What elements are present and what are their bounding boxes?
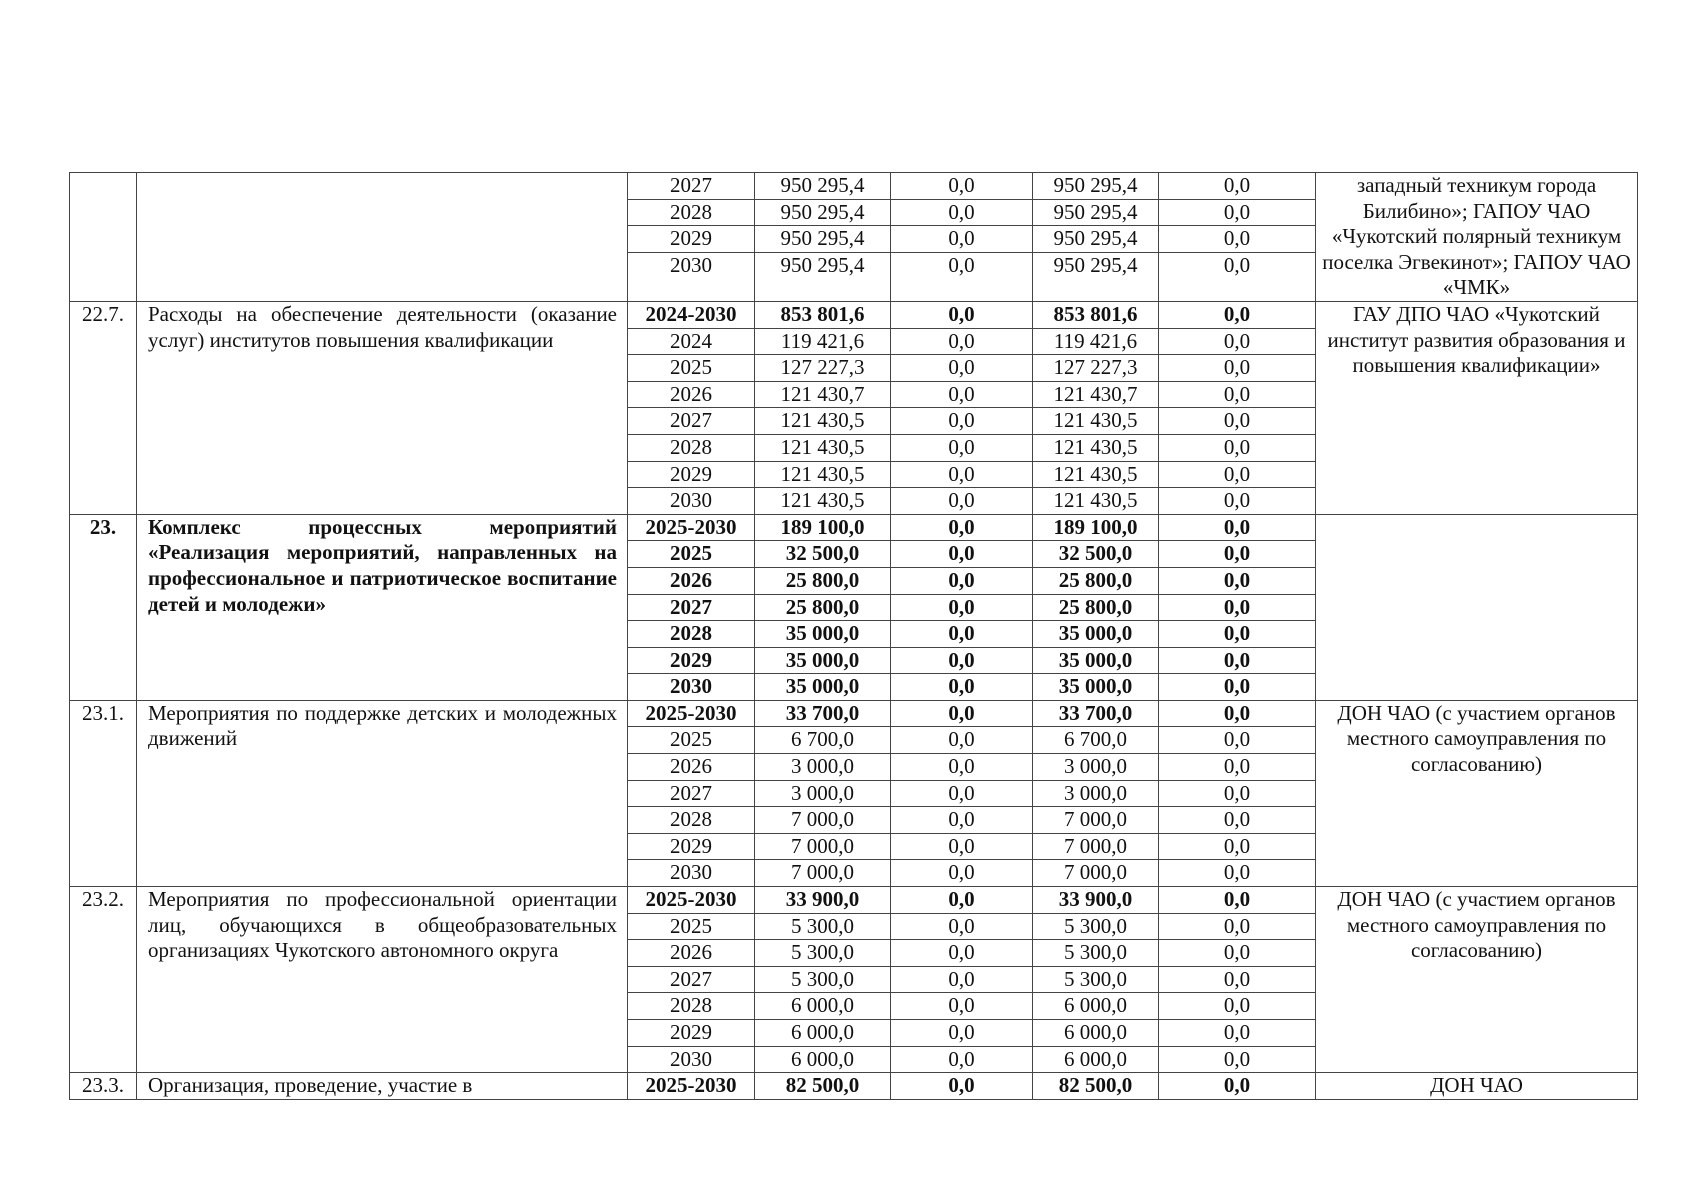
total-cell: 121 430,5 — [755, 434, 891, 461]
period-cell: 2026 — [628, 754, 755, 781]
federal-budget-cell: 0,0 — [891, 807, 1033, 834]
period-cell: 2026 — [628, 381, 755, 408]
other-sources-cell: 0,0 — [1159, 252, 1316, 301]
federal-budget-cell: 0,0 — [891, 381, 1033, 408]
period-cell: 2030 — [628, 488, 755, 515]
other-sources-cell: 0,0 — [1159, 913, 1316, 940]
total-cell: 950 295,4 — [755, 226, 891, 253]
total-cell: 7 000,0 — [755, 833, 891, 860]
total-cell: 950 295,4 — [755, 199, 891, 226]
table-row — [70, 1073, 1638, 1100]
federal-budget-cell: 0,0 — [891, 567, 1033, 594]
period-cell: 2030 — [628, 674, 755, 701]
executor-cell: западный техникум города Билибино»; ГАПОУ ЧАО «Чукотский полярный техникум поселка Эгвекинот»; ГАПОУ ЧАО «ЧМК» — [1316, 173, 1638, 302]
executor-cell: ДОН ЧАО — [1316, 1073, 1638, 1100]
regional-budget-cell: 121 430,7 — [1033, 381, 1159, 408]
regional-budget-cell: 7 000,0 — [1033, 807, 1159, 834]
period-cell: 2025 — [628, 913, 755, 940]
total-cell: 121 430,7 — [755, 381, 891, 408]
total-cell: 35 000,0 — [755, 621, 891, 648]
period-cell: 2028 — [628, 807, 755, 834]
other-sources-cell: 0,0 — [1159, 488, 1316, 515]
federal-budget-cell: 0,0 — [891, 887, 1033, 914]
period-cell: 2028 — [628, 621, 755, 648]
regional-budget-cell: 6 000,0 — [1033, 1020, 1159, 1047]
total-cell: 121 430,5 — [755, 408, 891, 435]
table-row — [70, 514, 1638, 541]
federal-budget-cell: 0,0 — [891, 754, 1033, 781]
total-cell: 33 900,0 — [755, 887, 891, 914]
period-cell: 2027 — [628, 966, 755, 993]
regional-budget-cell: 35 000,0 — [1033, 621, 1159, 648]
period-cell: 2028 — [628, 199, 755, 226]
other-sources-cell: 0,0 — [1159, 541, 1316, 568]
other-sources-cell: 0,0 — [1159, 887, 1316, 914]
other-sources-cell: 0,0 — [1159, 461, 1316, 488]
total-cell: 7 000,0 — [755, 860, 891, 887]
federal-budget-cell: 0,0 — [891, 541, 1033, 568]
total-cell: 5 300,0 — [755, 940, 891, 967]
regional-budget-cell: 950 295,4 — [1033, 199, 1159, 226]
total-cell: 33 700,0 — [755, 700, 891, 727]
other-sources-cell: 0,0 — [1159, 700, 1316, 727]
other-sources-cell: 0,0 — [1159, 1046, 1316, 1073]
regional-budget-cell: 32 500,0 — [1033, 541, 1159, 568]
other-sources-cell: 0,0 — [1159, 594, 1316, 621]
row-index: 23.3. — [70, 1073, 137, 1100]
total-cell: 119 421,6 — [755, 328, 891, 355]
period-cell: 2030 — [628, 860, 755, 887]
total-cell: 189 100,0 — [755, 514, 891, 541]
regional-budget-cell: 121 430,5 — [1033, 488, 1159, 515]
regional-budget-cell: 5 300,0 — [1033, 913, 1159, 940]
regional-budget-cell: 6 000,0 — [1033, 993, 1159, 1020]
other-sources-cell: 0,0 — [1159, 940, 1316, 967]
regional-budget-cell: 121 430,5 — [1033, 434, 1159, 461]
total-cell: 121 430,5 — [755, 488, 891, 515]
table-row — [70, 700, 1638, 727]
other-sources-cell: 0,0 — [1159, 727, 1316, 754]
measure-name: Расходы на обеспечение деятельности (оказание услуг) институтов повышения квалификации — [137, 301, 628, 514]
total-cell: 6 000,0 — [755, 1020, 891, 1047]
period-cell: 2024-2030 — [628, 301, 755, 328]
federal-budget-cell: 0,0 — [891, 226, 1033, 253]
regional-budget-cell: 119 421,6 — [1033, 328, 1159, 355]
regional-budget-cell: 5 300,0 — [1033, 940, 1159, 967]
row-index — [70, 173, 137, 302]
regional-budget-cell: 853 801,6 — [1033, 301, 1159, 328]
regional-budget-cell: 950 295,4 — [1033, 226, 1159, 253]
federal-budget-cell: 0,0 — [891, 328, 1033, 355]
period-cell: 2027 — [628, 780, 755, 807]
other-sources-cell: 0,0 — [1159, 621, 1316, 648]
regional-budget-cell: 33 900,0 — [1033, 887, 1159, 914]
total-cell: 950 295,4 — [755, 173, 891, 200]
other-sources-cell: 0,0 — [1159, 381, 1316, 408]
other-sources-cell: 0,0 — [1159, 833, 1316, 860]
federal-budget-cell: 0,0 — [891, 408, 1033, 435]
federal-budget-cell: 0,0 — [891, 940, 1033, 967]
federal-budget-cell: 0,0 — [891, 993, 1033, 1020]
measure-name: Организация, проведение, участие в — [137, 1073, 628, 1100]
federal-budget-cell: 0,0 — [891, 860, 1033, 887]
regional-budget-cell: 6 700,0 — [1033, 727, 1159, 754]
regional-budget-cell: 121 430,5 — [1033, 408, 1159, 435]
federal-budget-cell: 0,0 — [891, 594, 1033, 621]
row-index: 23.2. — [70, 887, 137, 1073]
federal-budget-cell: 0,0 — [891, 780, 1033, 807]
other-sources-cell: 0,0 — [1159, 1020, 1316, 1047]
executor-cell: ДОН ЧАО (с участием органов местного самоуправления по согласованию) — [1316, 887, 1638, 1073]
table-body — [70, 173, 1638, 1100]
federal-budget-cell: 0,0 — [891, 1073, 1033, 1100]
total-cell: 6 700,0 — [755, 727, 891, 754]
period-cell: 2024 — [628, 328, 755, 355]
period-cell: 2025-2030 — [628, 700, 755, 727]
period-cell: 2029 — [628, 226, 755, 253]
regional-budget-cell: 33 700,0 — [1033, 700, 1159, 727]
row-index: 22.7. — [70, 301, 137, 514]
measure-name: Мероприятия по профессиональной ориентации лиц, обучающихся в общеобразовательных организациях Чукотского автономного округа — [137, 887, 628, 1073]
regional-budget-cell: 5 300,0 — [1033, 966, 1159, 993]
regional-budget-cell: 121 430,5 — [1033, 461, 1159, 488]
regional-budget-cell: 25 800,0 — [1033, 594, 1159, 621]
other-sources-cell: 0,0 — [1159, 807, 1316, 834]
other-sources-cell: 0,0 — [1159, 674, 1316, 701]
total-cell: 121 430,5 — [755, 461, 891, 488]
other-sources-cell: 0,0 — [1159, 567, 1316, 594]
federal-budget-cell: 0,0 — [891, 514, 1033, 541]
total-cell: 950 295,4 — [755, 252, 891, 301]
other-sources-cell: 0,0 — [1159, 1073, 1316, 1100]
federal-budget-cell: 0,0 — [891, 461, 1033, 488]
total-cell: 5 300,0 — [755, 966, 891, 993]
executor-cell — [1316, 514, 1638, 700]
regional-budget-cell: 7 000,0 — [1033, 860, 1159, 887]
period-cell: 2027 — [628, 594, 755, 621]
total-cell: 6 000,0 — [755, 1046, 891, 1073]
period-cell: 2026 — [628, 567, 755, 594]
period-cell: 2025-2030 — [628, 514, 755, 541]
total-cell: 35 000,0 — [755, 674, 891, 701]
federal-budget-cell: 0,0 — [891, 488, 1033, 515]
table-row — [70, 887, 1638, 914]
federal-budget-cell: 0,0 — [891, 1046, 1033, 1073]
measure-name: Мероприятия по поддержке детских и молодежных движений — [137, 700, 628, 886]
federal-budget-cell: 0,0 — [891, 621, 1033, 648]
document-page — [69, 172, 1638, 1100]
period-cell: 2028 — [628, 993, 755, 1020]
regional-budget-cell: 82 500,0 — [1033, 1073, 1159, 1100]
federal-budget-cell: 0,0 — [891, 434, 1033, 461]
other-sources-cell: 0,0 — [1159, 301, 1316, 328]
period-cell: 2025-2030 — [628, 887, 755, 914]
table-row — [70, 301, 1638, 328]
period-cell: 2025 — [628, 541, 755, 568]
executor-cell: ДОН ЧАО (с участием органов местного самоуправления по согласованию) — [1316, 700, 1638, 886]
other-sources-cell: 0,0 — [1159, 993, 1316, 1020]
other-sources-cell: 0,0 — [1159, 754, 1316, 781]
budget-table — [69, 172, 1638, 1100]
period-cell: 2030 — [628, 252, 755, 301]
federal-budget-cell: 0,0 — [891, 199, 1033, 226]
regional-budget-cell: 950 295,4 — [1033, 252, 1159, 301]
other-sources-cell: 0,0 — [1159, 199, 1316, 226]
other-sources-cell: 0,0 — [1159, 780, 1316, 807]
federal-budget-cell: 0,0 — [891, 966, 1033, 993]
other-sources-cell: 0,0 — [1159, 434, 1316, 461]
period-cell: 2025-2030 — [628, 1073, 755, 1100]
total-cell: 32 500,0 — [755, 541, 891, 568]
total-cell: 25 800,0 — [755, 594, 891, 621]
federal-budget-cell: 0,0 — [891, 913, 1033, 940]
federal-budget-cell: 0,0 — [891, 674, 1033, 701]
regional-budget-cell: 7 000,0 — [1033, 833, 1159, 860]
federal-budget-cell: 0,0 — [891, 355, 1033, 382]
regional-budget-cell: 189 100,0 — [1033, 514, 1159, 541]
federal-budget-cell: 0,0 — [891, 647, 1033, 674]
period-cell: 2030 — [628, 1046, 755, 1073]
federal-budget-cell: 0,0 — [891, 173, 1033, 200]
period-cell: 2025 — [628, 727, 755, 754]
period-cell: 2029 — [628, 1020, 755, 1047]
total-cell: 6 000,0 — [755, 993, 891, 1020]
regional-budget-cell: 950 295,4 — [1033, 173, 1159, 200]
period-cell: 2027 — [628, 408, 755, 435]
other-sources-cell: 0,0 — [1159, 860, 1316, 887]
other-sources-cell: 0,0 — [1159, 328, 1316, 355]
row-index: 23.1. — [70, 700, 137, 886]
total-cell: 5 300,0 — [755, 913, 891, 940]
federal-budget-cell: 0,0 — [891, 1020, 1033, 1047]
row-index: 23. — [70, 514, 137, 700]
other-sources-cell: 0,0 — [1159, 966, 1316, 993]
total-cell: 35 000,0 — [755, 647, 891, 674]
federal-budget-cell: 0,0 — [891, 727, 1033, 754]
federal-budget-cell: 0,0 — [891, 700, 1033, 727]
regional-budget-cell: 127 227,3 — [1033, 355, 1159, 382]
other-sources-cell: 0,0 — [1159, 226, 1316, 253]
executor-cell: ГАУ ДПО ЧАО «Чукотский институт развития образования и повышения квалификации» — [1316, 301, 1638, 514]
period-cell: 2029 — [628, 833, 755, 860]
period-cell: 2029 — [628, 647, 755, 674]
regional-budget-cell: 3 000,0 — [1033, 754, 1159, 781]
total-cell: 25 800,0 — [755, 567, 891, 594]
period-cell: 2027 — [628, 173, 755, 200]
regional-budget-cell: 35 000,0 — [1033, 647, 1159, 674]
other-sources-cell: 0,0 — [1159, 173, 1316, 200]
period-cell: 2028 — [628, 434, 755, 461]
federal-budget-cell: 0,0 — [891, 252, 1033, 301]
total-cell: 3 000,0 — [755, 754, 891, 781]
total-cell: 127 227,3 — [755, 355, 891, 382]
other-sources-cell: 0,0 — [1159, 514, 1316, 541]
regional-budget-cell: 3 000,0 — [1033, 780, 1159, 807]
federal-budget-cell: 0,0 — [891, 833, 1033, 860]
other-sources-cell: 0,0 — [1159, 355, 1316, 382]
regional-budget-cell: 35 000,0 — [1033, 674, 1159, 701]
other-sources-cell: 0,0 — [1159, 408, 1316, 435]
measure-name: Комплекс процессных мероприятий «Реализация мероприятий, направленных на профессиональное и патриотическое воспитание детей и молодежи» — [137, 514, 628, 700]
period-cell: 2025 — [628, 355, 755, 382]
total-cell: 3 000,0 — [755, 780, 891, 807]
federal-budget-cell: 0,0 — [891, 301, 1033, 328]
period-cell: 2026 — [628, 940, 755, 967]
table-row — [70, 173, 1638, 200]
period-cell: 2029 — [628, 461, 755, 488]
total-cell: 853 801,6 — [755, 301, 891, 328]
regional-budget-cell: 6 000,0 — [1033, 1046, 1159, 1073]
regional-budget-cell: 25 800,0 — [1033, 567, 1159, 594]
total-cell: 7 000,0 — [755, 807, 891, 834]
other-sources-cell: 0,0 — [1159, 647, 1316, 674]
measure-name — [137, 173, 628, 302]
total-cell: 82 500,0 — [755, 1073, 891, 1100]
